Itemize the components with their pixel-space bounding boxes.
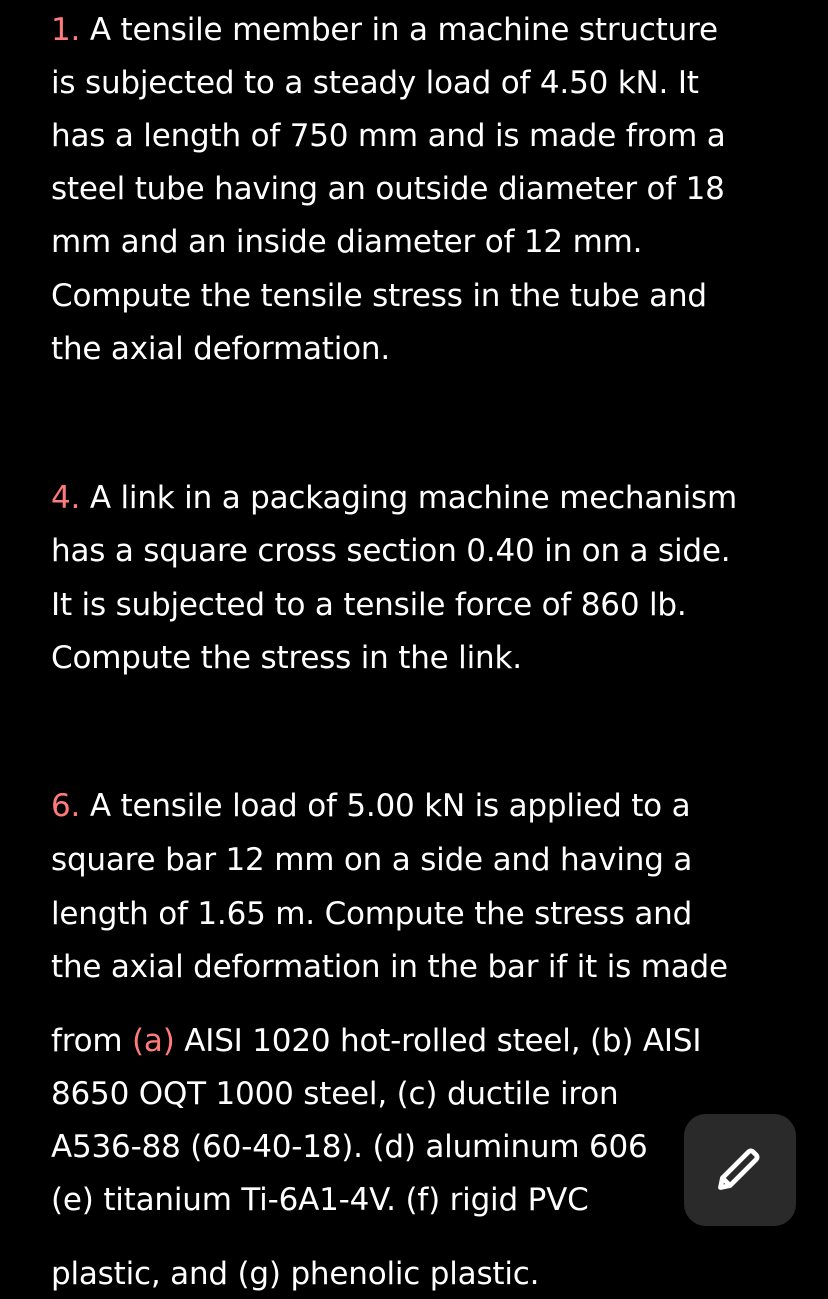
problem-6-line-9: plastic, and (g) phenolic plastic. (51, 1256, 540, 1292)
problem-1-number: 1. (51, 12, 81, 48)
problem-6-line-3: length of 1.65 m. Compute the stress and (51, 896, 693, 932)
edit-button[interactable] (684, 1114, 796, 1226)
pencil-icon (714, 1142, 766, 1198)
problem-6-line-4: the axial deformation in the bar if it is made (51, 949, 728, 985)
problem-6-rest: AISI 1020 hot-rolled steel, (b) AISI (174, 1023, 702, 1059)
problem-1-line-6: Compute the tensile stress in the tube and (51, 278, 707, 314)
problem-4-text: A link in a packaging machine mechanism (89, 480, 737, 516)
problem-1-line-4: steel tube having an outside diameter of 18 (51, 171, 725, 207)
problem-4-line-2: has a square cross section 0.40 in on a side. (51, 533, 731, 569)
problem-4-line-4: Compute the stress in the link. (51, 640, 522, 676)
problem-6-line-6: 8650 OQT 1000 steel, (c) ductile iron (51, 1076, 619, 1112)
problem-6-text: A tensile load of 5.00 kN is applied to a (89, 788, 691, 824)
problem-6-from: from (51, 1023, 132, 1059)
problem-1-line-2: is subjected to a steady load of 4.50 kN. It (51, 65, 699, 101)
problem-1-text: A tensile member in a machine structure (89, 12, 718, 48)
problem-6-line-5 (51, 1021, 701, 1061)
problem-1-line-5: mm and an inside diameter of 12 mm. (51, 224, 643, 260)
problem-6-line-1 (51, 786, 690, 826)
problem-6-line-7: A536-88 (60-40-18). (d) aluminum 606 (51, 1129, 648, 1165)
problem-4-line-3: It is subjected to a tensile force of 860 lb. (51, 587, 687, 623)
problem-1-line-3: has a length of 750 mm and is made from a (51, 118, 726, 154)
problem-4-line-1 (51, 478, 737, 518)
problem-1-line-1 (51, 10, 718, 50)
problem-6-line-8: (e) titanium Ti-6A1-4V. (f) rigid PVC (51, 1182, 589, 1218)
problem-6-part-a: (a) (132, 1023, 175, 1059)
problem-6-line-2: square bar 12 mm on a side and having a (51, 842, 693, 878)
problem-6-number: 6. (51, 788, 81, 824)
problem-4-number: 4. (51, 480, 81, 516)
problem-1-line-7: the axial deformation. (51, 331, 391, 367)
